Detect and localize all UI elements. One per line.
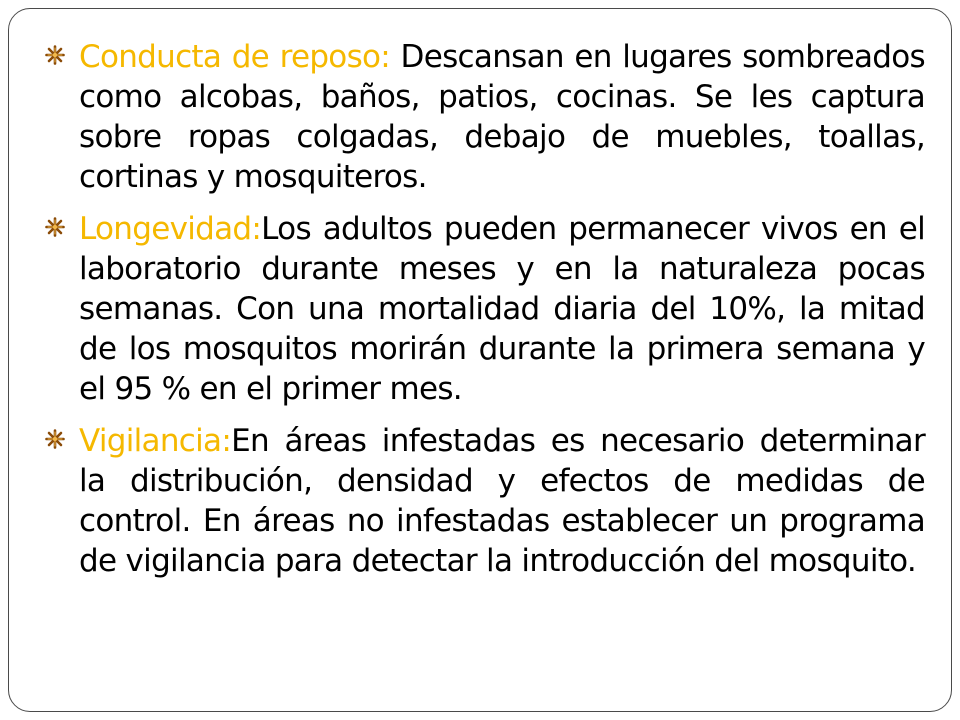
- starburst-bullet-icon: [45, 45, 65, 65]
- bullet-term: Vigilancia:: [79, 423, 232, 459]
- bullet-term: Conducta de reposo:: [79, 39, 391, 75]
- bullet-body: Los adultos pueden permanecer vivos en el laboratorio durante meses y en la naturaleza pocas semanas. Con una mortalidad diaria del 10%, la mitad de los mosquitos morirán durante la primera semana y el 95 % en el primer mes.: [79, 211, 925, 407]
- bullet-vigilancia: [45, 421, 925, 581]
- bullet-text: [79, 209, 925, 409]
- bullet-body: En áreas infestadas es necesario determinar la distribución, densidad y efectos de medidas de control. En áreas no infestadas establecer un programa de vigilancia para detectar la introducción del mosquito.: [79, 423, 925, 579]
- bullet-list: [45, 37, 925, 593]
- starburst-bullet-icon: [45, 217, 65, 237]
- bullet-text: [79, 37, 925, 197]
- starburst-bullet-icon: [45, 429, 65, 449]
- bullet-term: Longevidad:: [79, 211, 262, 247]
- bullet-body: Descansan en lugares sombreados como alcobas, baños, patios, cocinas. Se les captura sobre ropas colgadas, debajo de muebles, toallas, cortinas y mosquiteros.: [79, 39, 925, 195]
- bullet-conducta-de-reposo: [45, 37, 925, 197]
- slide-frame: [8, 8, 952, 712]
- bullet-text: [79, 421, 925, 581]
- bullet-longevidad: [45, 209, 925, 409]
